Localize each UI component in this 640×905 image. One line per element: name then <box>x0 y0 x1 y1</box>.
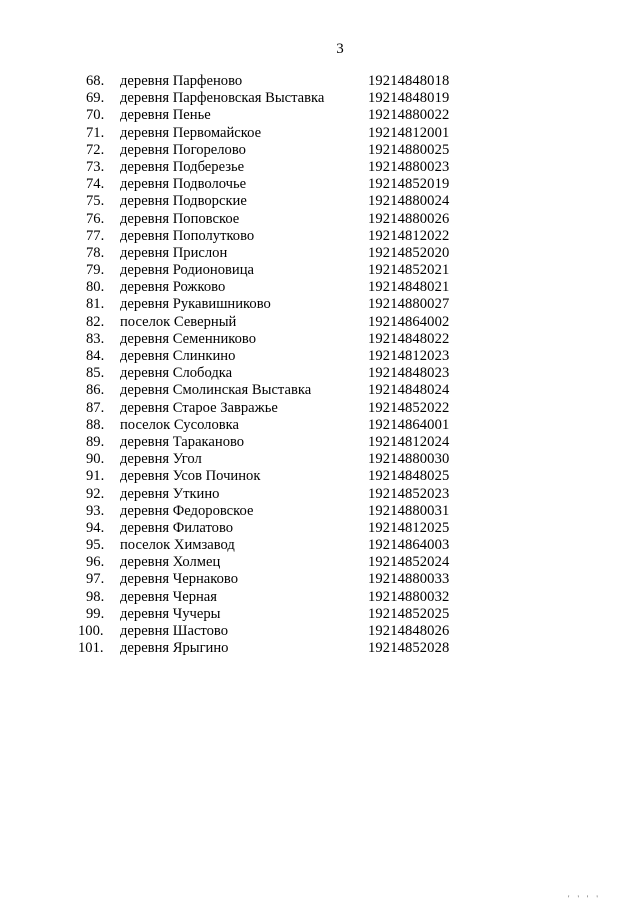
settlement-name: деревня Ярыгино <box>120 640 229 657</box>
list-item <box>0 193 640 210</box>
list-item <box>0 365 640 382</box>
oktmo-code: 19214880025 <box>368 141 450 158</box>
oktmo-code: 19214848018 <box>368 73 450 89</box>
item-number: 86. <box>86 382 105 399</box>
page-number: 3 <box>336 41 344 57</box>
item-number: 68. <box>86 73 105 89</box>
oktmo-code: 19214852028 <box>368 640 450 657</box>
settlement-name: деревня Слинкино <box>120 348 236 364</box>
list-item <box>0 451 640 468</box>
list-item <box>0 571 640 588</box>
item-number: 71. <box>86 124 105 141</box>
list-item <box>0 279 640 296</box>
item-number: 88. <box>86 416 105 433</box>
oktmo-code: 19214852021 <box>368 262 450 279</box>
list-item <box>0 503 640 520</box>
settlement-name: деревня Усов Починок <box>120 468 261 485</box>
oktmo-code: 19214848025 <box>368 468 450 485</box>
settlement-name: деревня Уткино <box>120 485 220 502</box>
list-item <box>0 606 640 623</box>
oktmo-code: 19214880023 <box>368 158 450 175</box>
item-number: 101. <box>78 640 104 657</box>
settlement-name: поселок Северный <box>120 313 237 330</box>
oktmo-code: 19214864003 <box>368 537 450 554</box>
oktmo-code: 19214852023 <box>368 485 450 502</box>
list-item <box>0 623 640 640</box>
item-number: 73. <box>86 158 105 175</box>
item-number: 93. <box>86 502 105 519</box>
item-number: 76. <box>86 210 105 227</box>
item-number: 74. <box>86 176 105 193</box>
oktmo-code: 19214812001 <box>368 124 450 141</box>
oktmo-code: 19214812025 <box>368 519 450 536</box>
list-item <box>0 331 640 348</box>
list-item <box>0 90 640 107</box>
oktmo-code: 19214848022 <box>368 330 450 347</box>
settlement-name: деревня Угол <box>120 451 202 468</box>
list-item <box>0 125 640 142</box>
item-number: 78. <box>86 244 105 261</box>
scan-marks: ' ' ' ' <box>568 894 601 903</box>
item-number: 83. <box>86 330 105 347</box>
list-item <box>0 640 640 657</box>
list-item <box>0 314 640 331</box>
settlement-name: деревня Чернаково <box>120 571 239 588</box>
item-number: 75. <box>86 193 105 210</box>
settlement-name: деревня Слободка <box>120 365 233 382</box>
settlement-name: деревня Прислон <box>120 244 228 261</box>
settlement-name: деревня Рукавишниково <box>120 296 271 313</box>
item-number: 96. <box>86 554 105 571</box>
settlement-name: деревня Подволочье <box>120 176 247 193</box>
item-number: 92. <box>86 485 105 502</box>
oktmo-code: 19214864001 <box>368 416 450 433</box>
settlement-name: деревня Федоровское <box>120 502 254 519</box>
list-item <box>0 73 640 90</box>
list-item <box>0 211 640 228</box>
oktmo-code: 19214812024 <box>368 433 450 450</box>
oktmo-code: 19214880027 <box>368 296 450 313</box>
item-number: 80. <box>86 279 105 296</box>
list-item <box>0 245 640 262</box>
item-number: 70. <box>86 107 105 124</box>
settlement-name: деревня Семенниково <box>120 330 257 347</box>
oktmo-code: 19214880032 <box>368 588 450 605</box>
item-number: 98. <box>86 588 105 605</box>
list-item <box>0 382 640 399</box>
settlement-name: деревня Погорелово <box>120 141 246 158</box>
item-number: 99. <box>86 605 105 622</box>
item-number: 87. <box>86 399 105 416</box>
oktmo-code: 19214852019 <box>368 176 450 193</box>
list-item <box>0 262 640 279</box>
list-item <box>0 468 640 485</box>
oktmo-code: 19214852025 <box>368 605 450 622</box>
list-item <box>0 348 640 365</box>
settlement-list <box>0 73 640 657</box>
item-number: 94. <box>86 519 105 536</box>
oktmo-code: 19214848026 <box>368 623 450 639</box>
settlement-name: деревня Пополутково <box>120 227 255 244</box>
item-number: 79. <box>86 262 105 279</box>
oktmo-code: 19214880026 <box>368 210 450 227</box>
settlement-name: деревня Черная <box>120 588 217 605</box>
oktmo-code: 19214880024 <box>368 193 450 210</box>
item-number: 72. <box>86 141 105 158</box>
item-number: 85. <box>86 365 105 382</box>
list-item <box>0 228 640 245</box>
list-item <box>0 159 640 176</box>
settlement-name: деревня Парфеновская Выставка <box>120 90 325 107</box>
settlement-name: деревня Холмец <box>120 554 221 571</box>
item-number: 91. <box>86 468 105 485</box>
list-item <box>0 434 640 451</box>
list-item <box>0 486 640 503</box>
list-item <box>0 176 640 193</box>
settlement-name: деревня Подберезье <box>120 158 245 175</box>
list-item <box>0 554 640 571</box>
item-number: 89. <box>86 433 105 450</box>
settlement-name: деревня Шастово <box>120 623 228 639</box>
settlement-name: деревня Подворские <box>120 193 247 210</box>
oktmo-code: 19214880033 <box>368 571 450 588</box>
item-number: 82. <box>86 313 105 330</box>
oktmo-code: 19214852022 <box>368 399 450 416</box>
oktmo-code: 19214880031 <box>368 502 450 519</box>
item-number: 81. <box>86 296 105 313</box>
list-item <box>0 537 640 554</box>
oktmo-code: 19214880022 <box>368 107 450 124</box>
settlement-name: деревня Филатово <box>120 519 234 536</box>
oktmo-code: 19214812022 <box>368 227 450 244</box>
settlement-name: деревня Парфеново <box>120 73 243 89</box>
list-item <box>0 589 640 606</box>
settlement-name: деревня Старое Завражье <box>120 399 278 416</box>
list-item <box>0 400 640 417</box>
list-item <box>0 107 640 124</box>
settlement-name: деревня Рожково <box>120 279 226 296</box>
item-number: 90. <box>86 451 105 468</box>
item-number: 100. <box>78 623 104 639</box>
list-item <box>0 520 640 537</box>
oktmo-code: 19214852020 <box>368 244 450 261</box>
oktmo-code: 19214848019 <box>368 90 450 107</box>
list-item <box>0 296 640 313</box>
settlement-name: поселок Сусоловка <box>120 416 239 433</box>
item-number: 77. <box>86 227 105 244</box>
oktmo-code: 19214848021 <box>368 279 450 296</box>
settlement-name: деревня Первомайское <box>120 124 262 141</box>
oktmo-code: 19214812023 <box>368 348 450 364</box>
oktmo-code: 19214852024 <box>368 554 450 571</box>
settlement-name: деревня Смолинская Выставка <box>120 382 312 399</box>
oktmo-code: 19214880030 <box>368 451 450 468</box>
settlement-name: деревня Чучеры <box>120 605 221 622</box>
settlement-name: деревня Поповское <box>120 210 240 227</box>
item-number: 69. <box>86 90 105 107</box>
settlement-name: деревня Тараканово <box>120 433 245 450</box>
oktmo-code: 19214848023 <box>368 365 450 382</box>
list-item <box>0 417 640 434</box>
oktmo-code: 19214848024 <box>368 382 450 399</box>
item-number: 84. <box>86 348 105 364</box>
settlement-name: поселок Химзавод <box>120 537 235 554</box>
settlement-name: деревня Пенье <box>120 107 211 124</box>
item-number: 97. <box>86 571 105 588</box>
oktmo-code: 19214864002 <box>368 313 450 330</box>
list-item <box>0 142 640 159</box>
settlement-name: деревня Родионовица <box>120 262 254 279</box>
item-number: 95. <box>86 537 105 554</box>
